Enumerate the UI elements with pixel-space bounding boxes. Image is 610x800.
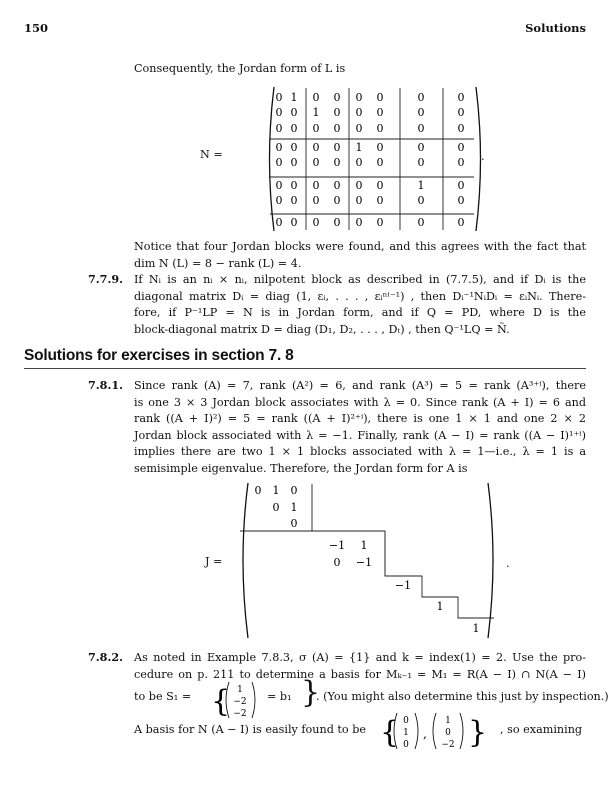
matrix-n-entry: 0 bbox=[457, 194, 465, 207]
matrix-j-entry: 0 bbox=[290, 484, 298, 497]
matrix-n-entry: 0 bbox=[290, 216, 298, 229]
matrix-j-entry: 1 bbox=[290, 501, 298, 514]
matrix-n-entry: 0 bbox=[275, 194, 283, 207]
right-paren-icon bbox=[460, 713, 463, 749]
matrix-n-entry: 0 bbox=[355, 91, 363, 104]
matrix-n-entry: 0 bbox=[290, 156, 298, 169]
matrix-n-entry: 1 bbox=[355, 141, 363, 154]
matrix-n-entry: 0 bbox=[355, 179, 363, 192]
matrix-j-entry: −1 bbox=[328, 539, 346, 552]
matrix-n-entry: 0 bbox=[275, 141, 283, 154]
vector-entry: 0 bbox=[403, 740, 409, 750]
matrix-n-entry: 0 bbox=[355, 216, 363, 229]
matrix-j-period: . bbox=[506, 557, 510, 570]
right-paren-icon bbox=[415, 713, 418, 749]
matrix-j-label: J = bbox=[205, 555, 223, 568]
left-paren-icon bbox=[243, 483, 248, 638]
running-title: Solutions bbox=[525, 21, 586, 35]
matrix-n-entry: 1 bbox=[312, 106, 320, 119]
matrix-n-entry: 0 bbox=[275, 122, 283, 135]
right-paren-icon bbox=[488, 483, 493, 638]
exercise-number: 7.8.1. bbox=[88, 378, 124, 392]
exercise-779-text bbox=[134, 272, 586, 338]
basis-suffix: , so examining bbox=[500, 723, 583, 736]
matrix-n-entry: 0 bbox=[376, 106, 384, 119]
matrix-j-entry: −1 bbox=[355, 556, 373, 569]
right-brace-icon: } bbox=[301, 675, 321, 710]
matrix-j-entry: −1 bbox=[394, 579, 412, 592]
matrix-n-entry: 0 bbox=[275, 91, 283, 104]
s1-vector bbox=[207, 677, 265, 723]
matrix-j-entry: 0 bbox=[254, 484, 262, 497]
text-line: If Nᵢ is an nᵢ × nᵢ, nilpotent block as described in (7.7.5), and if Dᵢ is the bbox=[134, 273, 586, 286]
matrix-n-entry: 0 bbox=[275, 106, 283, 119]
right-paren-icon bbox=[476, 87, 481, 231]
matrix-n-entry: 0 bbox=[417, 216, 425, 229]
basis-vectors bbox=[378, 708, 500, 754]
text-line: Notice that four Jordan blocks were found, and this agrees with the fact that bbox=[134, 240, 586, 253]
matrix-n-entry: 0 bbox=[417, 122, 425, 135]
matrix-n-entry: 1 bbox=[290, 91, 298, 104]
matrix-j-entry: 0 bbox=[290, 517, 298, 530]
matrix-n-entry: 0 bbox=[312, 122, 320, 135]
matrix-n-entry: 0 bbox=[290, 194, 298, 207]
text-line: rank ((A + I)²) = 5 = rank ((A + I)²⁺ⁱ), there is one 1 × 1 and one 2 × 2 bbox=[134, 412, 586, 426]
matrix-n-entry: 0 bbox=[417, 156, 425, 169]
comma-separator: , bbox=[423, 727, 427, 741]
matrix-n-entry: 0 bbox=[312, 91, 320, 104]
left-brace-icon: { bbox=[211, 684, 231, 719]
matrix-n-entry: 0 bbox=[376, 91, 384, 104]
text-line: Since rank (A) = 7, rank (A²) = 6, and rank (A³) = 5 = rank (A³⁺ⁱ), there bbox=[134, 379, 586, 392]
matrix-n-entry: 0 bbox=[333, 106, 341, 119]
matrix-n-entry: 0 bbox=[457, 179, 465, 192]
matrix-n-entry: 0 bbox=[457, 156, 465, 169]
matrix-n-entry: 0 bbox=[290, 141, 298, 154]
matrix-n-entry: 0 bbox=[312, 216, 320, 229]
matrix-n-entry: 0 bbox=[333, 122, 341, 135]
exercise-number: 7.8.2. bbox=[88, 650, 124, 664]
page-number: 150 bbox=[24, 21, 49, 35]
text-line: is one 3 × 3 Jordan block associates with λ = 0. Since rank (A + I) = 6 and bbox=[134, 395, 586, 409]
vector-entry: 0 bbox=[445, 728, 451, 738]
vector-entry: −2 bbox=[233, 709, 247, 719]
matrix-n-entry: 0 bbox=[290, 179, 298, 192]
text-line: As noted in Example 7.8.3, σ (A) = {1} and k = index(1) = 2. Use the pro- bbox=[134, 651, 586, 664]
matrix-n-entry: 0 bbox=[376, 216, 384, 229]
vector-entry: 1 bbox=[237, 685, 243, 695]
right-paren-icon bbox=[252, 682, 255, 718]
section-rule bbox=[24, 368, 586, 369]
matrix-n-entry: 0 bbox=[417, 194, 425, 207]
matrix-n-entry: 1 bbox=[417, 179, 425, 192]
matrix-n-entry: 0 bbox=[333, 141, 341, 154]
matrix-j-entry: 1 bbox=[472, 622, 480, 635]
matrix-j bbox=[236, 480, 501, 640]
matrix-n-entry: 0 bbox=[312, 141, 320, 154]
matrix-n-entry: 0 bbox=[417, 106, 425, 119]
matrix-n-entry: 0 bbox=[376, 179, 384, 192]
right-brace-icon: } bbox=[468, 715, 488, 750]
text-line: block-diagonal matrix D = diag (D₁, D₂, . . . , Dₜ) , then Q⁻¹LQ = Ñ. bbox=[134, 322, 510, 336]
matrix-n bbox=[262, 84, 492, 234]
vector-entry: 1 bbox=[445, 716, 451, 726]
matrix-j-entry: 1 bbox=[272, 484, 280, 497]
matrix-n-entry: 0 bbox=[457, 91, 465, 104]
matrix-n-period: . bbox=[481, 150, 485, 163]
left-paren-icon bbox=[433, 713, 436, 749]
matrix-n-entry: 0 bbox=[333, 91, 341, 104]
text-line: cedure on p. 211 to determine a basis for Mₖ₋₁ = M₁ = R(A − I) ∩ N(A − I) bbox=[134, 667, 586, 681]
text-line: fore, if P⁻¹LP = N is in Jordan form, and if Q = PD, where D is the bbox=[134, 306, 586, 320]
s1-note: . (You might also determine this just by inspection.) bbox=[316, 690, 609, 703]
matrix-n-entry: 0 bbox=[376, 122, 384, 135]
text-line: dim N (L) = 8 − rank (L) = 4. bbox=[134, 256, 302, 270]
left-brace-icon: { bbox=[380, 715, 400, 750]
exercise-number: 7.7.9. bbox=[88, 272, 124, 286]
matrix-n-entry: 0 bbox=[457, 141, 465, 154]
matrix-n-entry: 0 bbox=[275, 216, 283, 229]
matrix-n-entry: 0 bbox=[417, 141, 425, 154]
matrix-j-entry: 0 bbox=[272, 501, 280, 514]
matrix-n-entry: 0 bbox=[275, 156, 283, 169]
matrix-n-entry: 0 bbox=[355, 106, 363, 119]
text-line: semisimple eigenvalue. Therefore, the Jordan form for A is bbox=[134, 461, 468, 475]
matrix-n-entry: 0 bbox=[457, 122, 465, 135]
matrix-n-entry: 0 bbox=[457, 216, 465, 229]
matrix-n-entry: 0 bbox=[290, 122, 298, 135]
s1-prefix: to be S₁ = bbox=[134, 690, 192, 703]
basis-prefix: A basis for N (A − I) is easily found to be bbox=[134, 723, 366, 736]
vector-entry: 1 bbox=[403, 728, 409, 738]
matrix-n-entry: 0 bbox=[376, 156, 384, 169]
matrix-j-entry: 1 bbox=[360, 539, 368, 552]
text-line: diagonal matrix Dᵢ = diag (1, εᵢ, . . . , εᵢⁿⁱ⁻¹) , then Dᵢ⁻¹NᵢDᵢ = εᵢNᵢ. There- bbox=[134, 289, 586, 303]
section-title: Solutions for exercises in section 7. 8 bbox=[24, 347, 294, 364]
matrix-n-entry: 0 bbox=[312, 156, 320, 169]
matrix-n-entry: 0 bbox=[312, 194, 320, 207]
intro-text: Consequently, the Jordan form of L is bbox=[134, 62, 346, 75]
matrix-n-entry: 0 bbox=[376, 194, 384, 207]
text-line: implies there are two 1 × 1 blocks associated with λ = 1—i.e., λ = 1 is a bbox=[134, 445, 586, 459]
matrix-n-entry: 0 bbox=[355, 156, 363, 169]
vector-entry: 0 bbox=[403, 716, 409, 726]
exercise-782-text bbox=[134, 650, 586, 683]
matrix-n-entry: 0 bbox=[333, 179, 341, 192]
exercise-781-text bbox=[134, 378, 586, 478]
matrix-j-entry: 1 bbox=[436, 600, 444, 613]
matrix-n-label: N = bbox=[200, 148, 223, 161]
matrix-n-entry: 0 bbox=[457, 106, 465, 119]
matrix-n-entry: 0 bbox=[312, 179, 320, 192]
matrix-n-entry: 0 bbox=[333, 216, 341, 229]
matrix-n-entry: 0 bbox=[355, 194, 363, 207]
matrix-n-entry: 0 bbox=[333, 156, 341, 169]
matrix-j-entry: 0 bbox=[333, 556, 341, 569]
left-paren-icon bbox=[270, 87, 275, 231]
vector-entry: −2 bbox=[441, 740, 455, 750]
matrix-n-entry: 0 bbox=[376, 141, 384, 154]
matrix-n-entry: 0 bbox=[275, 179, 283, 192]
text-line: Jordan block associated with λ = −1. Finally, rank (A − I) = rank ((A − I)¹⁺ⁱ) bbox=[134, 428, 586, 442]
s1-equals-b1: = b₁ bbox=[267, 690, 292, 703]
matrix-n-entry: 0 bbox=[355, 122, 363, 135]
notice-paragraph bbox=[134, 239, 586, 272]
vector-entry: −2 bbox=[233, 697, 247, 707]
matrix-n-entry: 0 bbox=[417, 91, 425, 104]
matrix-n-entry: 0 bbox=[333, 194, 341, 207]
matrix-n-entry: 0 bbox=[290, 106, 298, 119]
